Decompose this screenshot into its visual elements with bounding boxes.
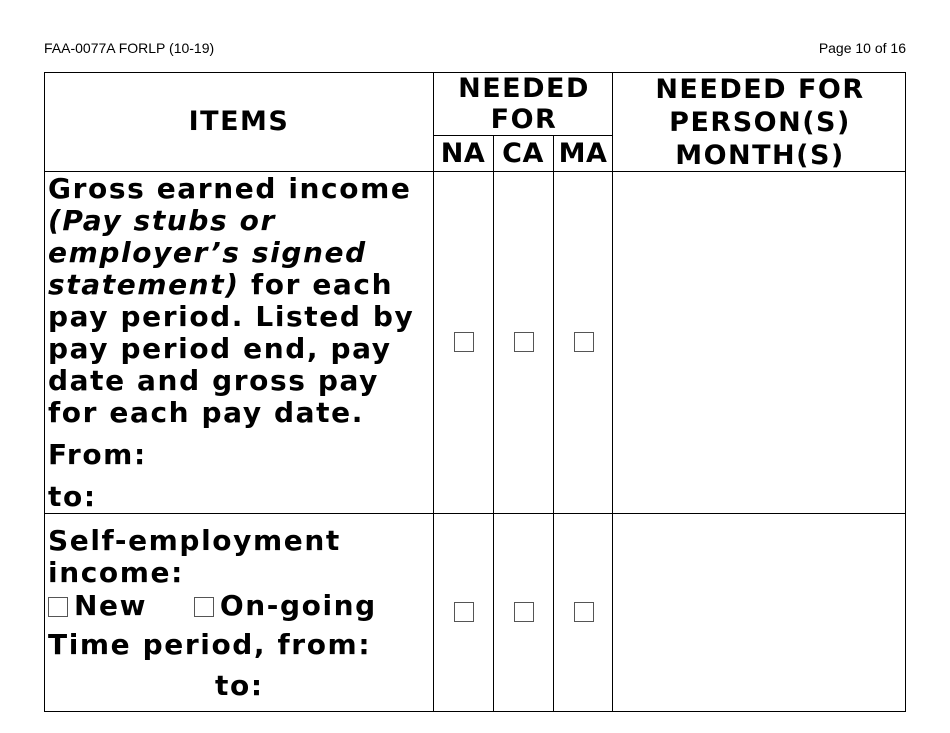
item-description: for each pay period. Listed by pay period end, pay date and gross pay for each pay date. — [48, 268, 415, 429]
divider — [553, 135, 554, 711]
to-label: to: — [215, 669, 264, 702]
divider — [493, 135, 494, 711]
na-checkbox[interactable] — [454, 332, 474, 352]
divider — [45, 513, 905, 514]
ongoing-checkbox[interactable] — [194, 597, 214, 617]
item-italic-note: (Pay stubs or employer’s signed statement) — [48, 204, 367, 301]
person-months-header: NEEDED FOR PERSON(S) MONTH(S) — [655, 74, 865, 171]
ca-header: CA — [502, 138, 544, 169]
divider — [433, 135, 613, 136]
status-options — [48, 590, 377, 622]
from-label: From: — [48, 438, 147, 471]
ca-checkbox[interactable] — [514, 602, 534, 622]
items-header: ITEMS — [188, 106, 290, 137]
time-period-label: Time period, from: — [48, 628, 372, 661]
item-title: Gross earned income — [48, 172, 412, 205]
needed-for-header: NEEDED FOR — [458, 73, 590, 135]
na-header: NA — [440, 138, 486, 169]
ma-checkbox[interactable] — [574, 602, 594, 622]
self-employment-income-item: Self-employment income: — [48, 524, 341, 589]
na-checkbox[interactable] — [454, 602, 474, 622]
new-label: New — [74, 589, 148, 622]
documents-table — [44, 72, 906, 712]
to-label: to: — [48, 480, 97, 513]
ma-header: MA — [558, 138, 608, 169]
ma-checkbox[interactable] — [574, 332, 594, 352]
form-id: FAA-0077A FORLP (10-19) — [44, 40, 215, 56]
gross-earned-income-item — [48, 173, 430, 429]
page-number: Page 10 of 16 — [818, 40, 906, 56]
ca-checkbox[interactable] — [514, 332, 534, 352]
ongoing-label: On-going — [219, 589, 377, 622]
new-checkbox[interactable] — [48, 597, 68, 617]
